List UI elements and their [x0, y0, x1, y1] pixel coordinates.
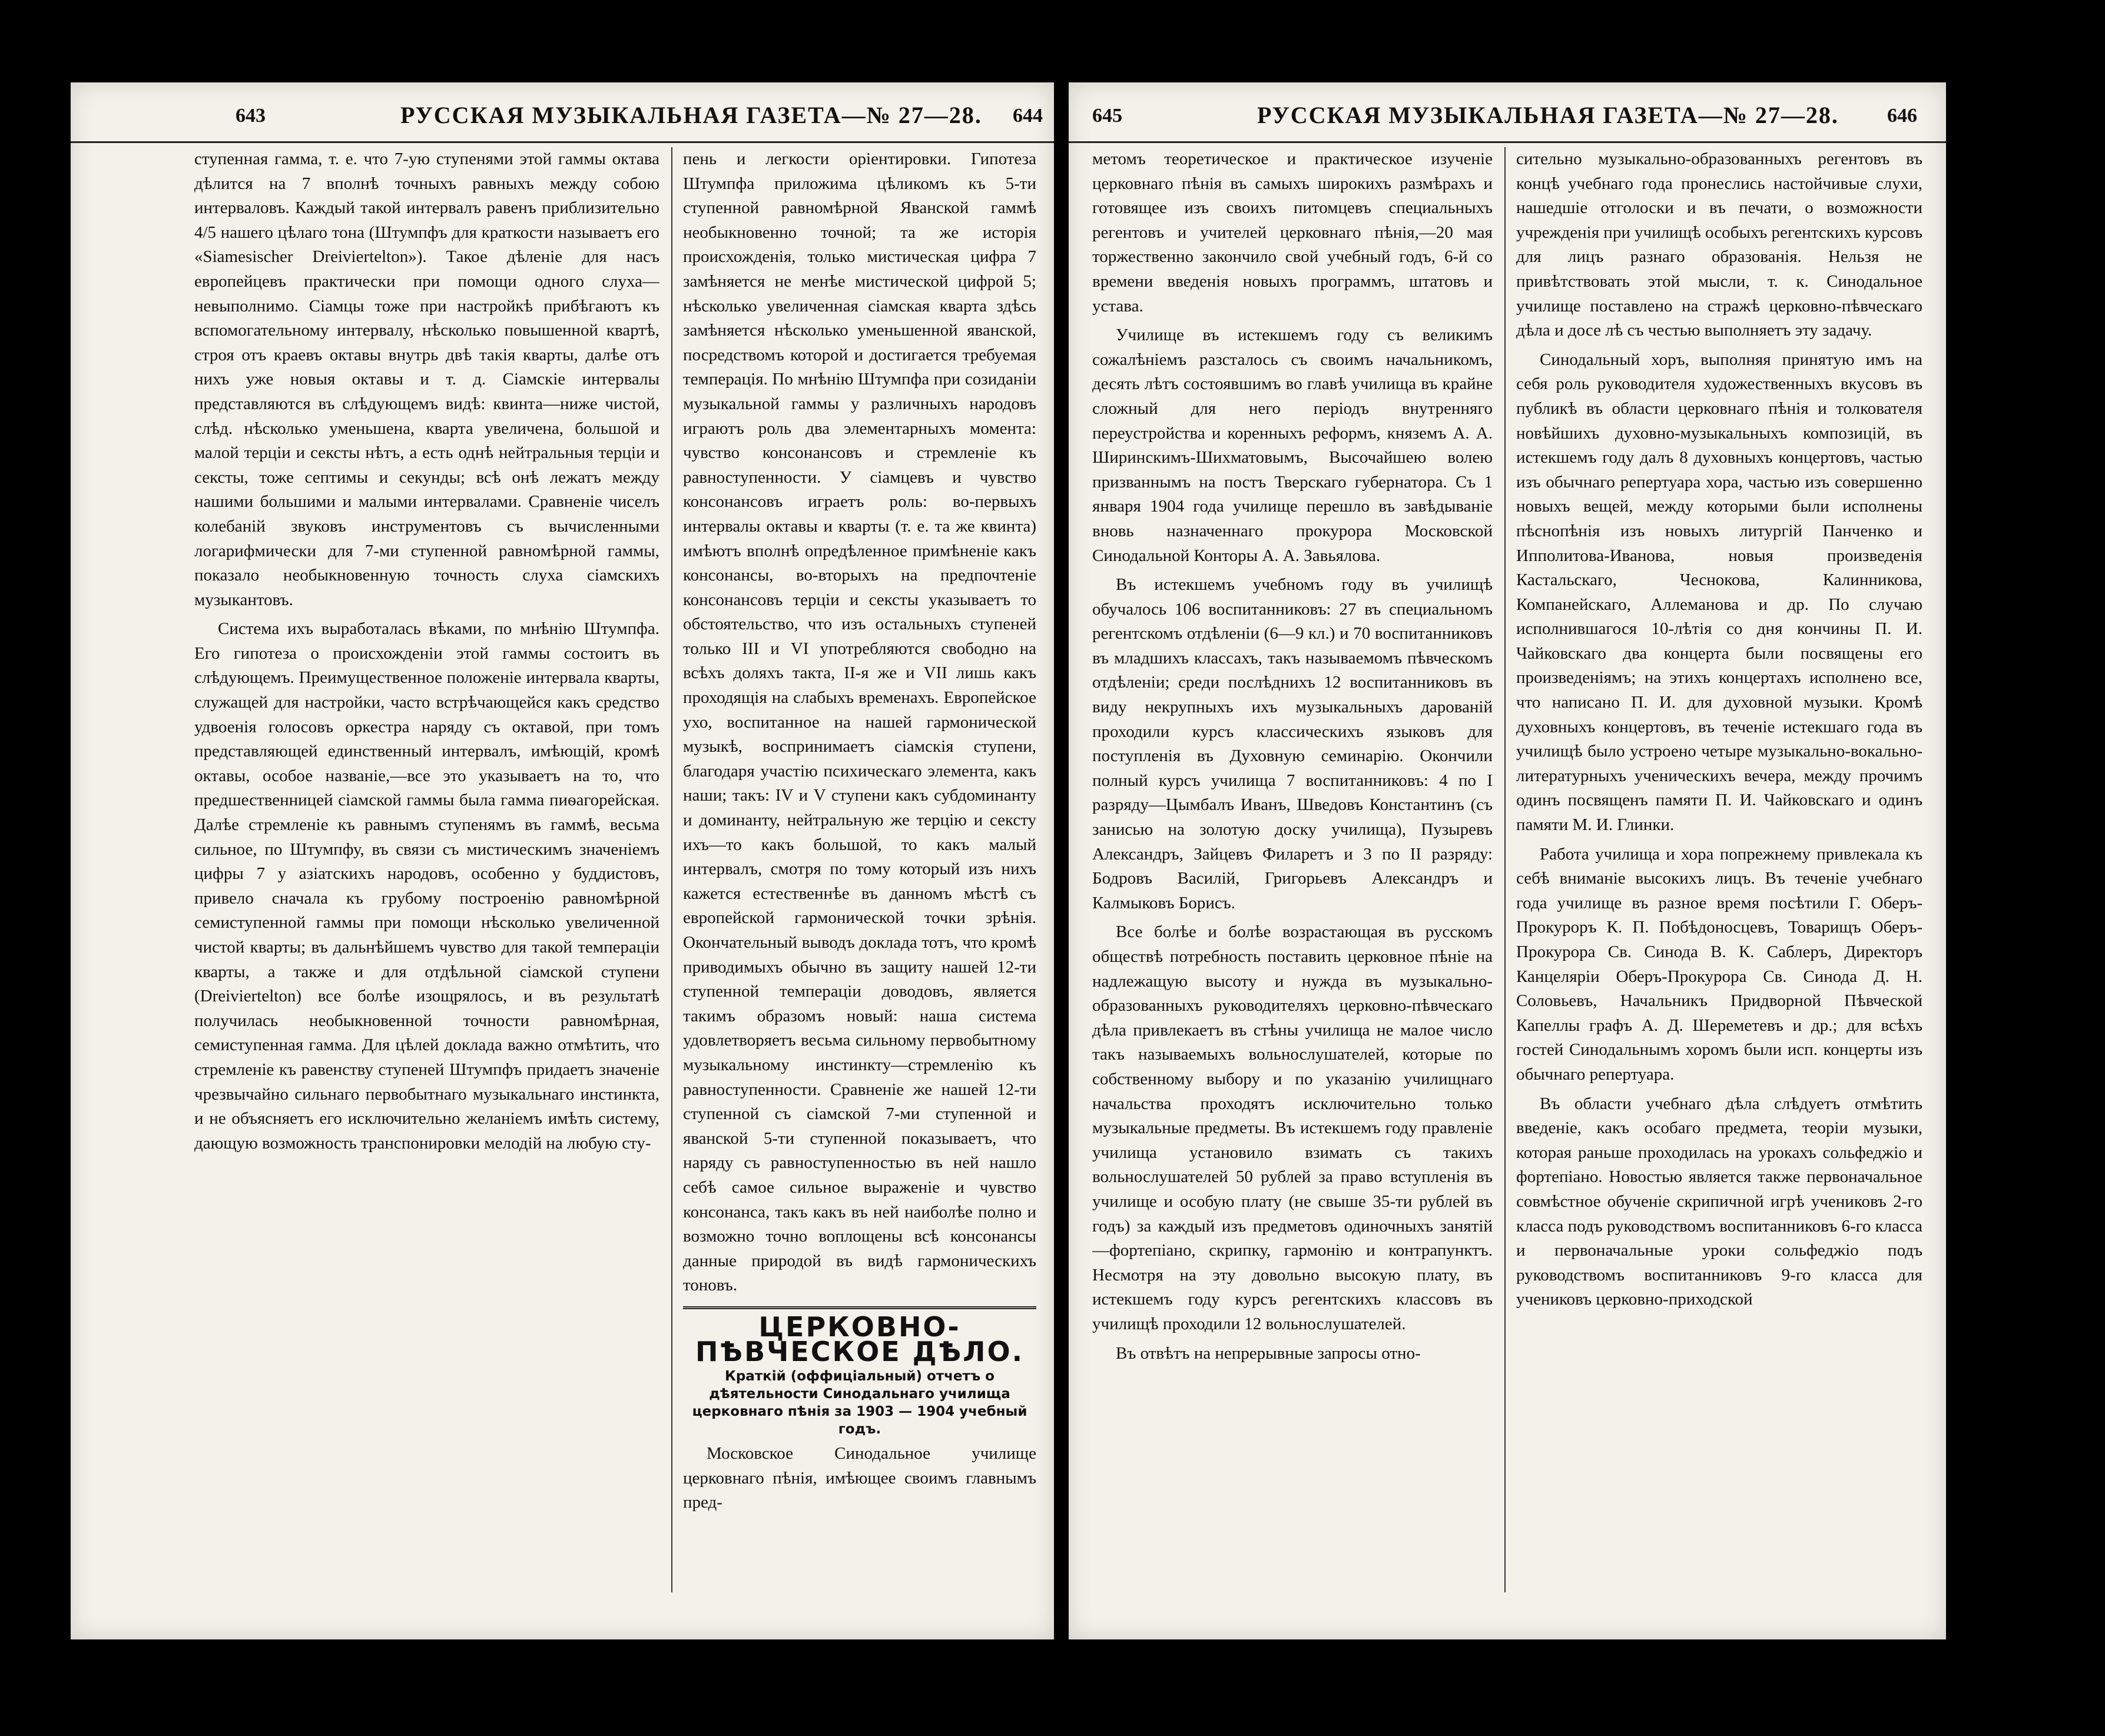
right-page-column-1: [1092, 147, 1493, 1604]
right-page: [1069, 82, 1946, 1639]
paragraph: Синодальный хоръ, выполняя принятую имъ на себя роль руководителя художественныхъ вкусовъ въ публикѣ въ области церковнаго пѣнія и толкователя новѣйшихъ духовно-музыкальныхъ композицій, въ истекшемъ году далъ 8 духовныхъ концертовъ, частью изъ обычнаго репертуара хора, частью изъ совершенно новыхъ вещей, между которыми были исполнены пѣснопѣнія изъ новыхъ литургій Панченко и Ипполитова-Иванова, новыя произведенія Кастальскаго, Чеснокова, Калинникова, Компанейскаго, Аллеманова и др. По случаю исполнившагося 10-лѣтія со дня кончины П. И. Чайковскаго два концерта были посвящены его произведеніямъ; на этихъ концертахъ исполнено все, что написано П. И. для духовной музыки. Кромѣ духовныхъ концертовъ, въ теченіе истекшаго года въ училищѣ было устроено четыре музыкально-вокально-литературныхъ ученическихъ вечера, между прочимъ одинъ посвященъ памяти П. И. Чайковскаго и одинъ памяти М. И. Глинки.: [1516, 350, 1922, 835]
paragraph: Работа училища и хора попрежнему привлекала къ себѣ вниманіе высокихъ лицъ. Въ теченіе учебнаго года училище въ разное время посѣтили Г. Оберъ-Прокуроръ К. П. Побѣдоносцевъ, Товарищъ Оберъ-Прокурора Св. Синода В. К. Саблеръ, Директоръ Канцеляріи Оберъ-Прокурора Св. Синода Д. Н. Соловьевъ, Начальникъ Придворной Пѣвческой Капеллы графъ А. Д. Шереметевъ и др.; для всѣхъ гостей Синодальнымъ хоромъ были исп. концерты изъ обычнаго репертуара.: [1516, 844, 1922, 1084]
paragraph: Въ истекшемъ учебномъ году въ училищѣ обучалось 106 воспитанниковъ: 27 въ специальномъ регентскомъ отдѣленіи (6—9 кл.) и 70 воспитанниковъ въ младшихъ классахъ, такъ называемомъ пѣвческомъ отдѣленіи; среди послѣднихъ 12 воспитанниковъ въ виду некрупныхъ ихъ музыкальныхъ дарованій проходили курсъ классическихъ языковъ для поступленія въ Духовную семинарію. Окончили полный курсъ училища 7 воспитанниковъ: 4 по I разряду—Цымбалъ Иванъ, Шведовъ Константинъ (съ занисью на золотую доску училища), Пузыревъ Александръ, Зайцевъ Филаретъ и 3 по II разряду: Бодровъ Василій, Григорьевъ Александръ и Калмыковъ Борисъ.: [1092, 575, 1493, 912]
page-number-644: 644: [1013, 105, 1043, 127]
paragraph: Московское Синодальное училище церковнаго пѣнія, имѣющее своимъ главнымъ пред-: [683, 1444, 1036, 1512]
right-page-column-2: [1516, 147, 1922, 1604]
right-page-header: [1069, 94, 1946, 143]
section-subheading: Краткій (оффиціальный) отчетъ о дѣятельности Синодальнаго училища церковнаго пѣнія за 1903 — 1904 учебный годъ.: [692, 1369, 1027, 1438]
page-number-646: 646: [1887, 105, 1917, 127]
section-heading: ЦЕРКОВНО-ПѢВЧЕСКОЕ ДѢЛО.: [683, 1306, 1036, 1364]
scan-bottom-border: [0, 1639, 2105, 1736]
left-page-column-2: [683, 147, 1036, 1604]
paragraph: Все болѣе и болѣе возрастающая въ русскомъ обществѣ потребность поставить церковное пѣніе на надлежащую высоту и нужда въ музыкально-образованныхъ руководителяхъ церковно-пѣвческаго дѣла привлекаетъ въ стѣны училища не малое число такъ называемыхъ вольнослушателей, которые по собственному выбору и по указанію училищнаго начальства проходятъ исключительно только музыкальные предметы. Въ истекшемъ году правленіе училища установило взимать съ такихъ вольнослушателей 50 рублей за право вступленія въ училище и особую плату (не свыше 35-ти рублей въ годъ) за каждый изъ предметовъ одиночныхъ занятій—фортепіано, скрипку, гармонію и контрапунктъ. Несмотря на эту довольно высокую плату, въ истекшемъ году курсъ регентскихъ классовъ въ училищѣ проходили 12 вольнослушателей.: [1092, 922, 1493, 1333]
paragraph: сительно музыкально-образованныхъ регентовъ въ концѣ учебнаго года пронеслись настойчивые слухи, нашедшіе отголоски и въ печати, о возможности учрежденія при училищѣ особыхъ регентскихъ курсовъ для лицъ разнаго образованія. Нельзя не привѣтствовать этой мысли, т. к. Синодальное училище поставлено на стражѣ церковно-пѣвческаго дѣла и досе лѣ съ честью выполняетъ эту задачу.: [1516, 150, 1922, 340]
paragraph: пень и легкости оріентировки. Гипотеза Штумпфа приложима цѣликомъ къ 5-ти ступенной равномѣрной Яванской гаммѣ необыкновенно точной; та же исторія происхожденія, только мистическая цифра 7 замѣняется не менѣе мистической цифрой 5; нѣсколько увеличенная сіамская кварта здѣсь замѣняется нѣсколько уменьшенной яванской, посредствомъ которой и достигается требуемая темперація. По мнѣнію Штумпфа при созиданіи музыкальной гаммы у различныхъ народовъ играютъ роль два элементарныхъ момента: чувство консонансовъ и стремленіе къ равноступенности. У сіамцевъ и чувство консонансовъ играетъ роль: во-первыхъ интервалы октавы и кварты (т. е. та же квинта) имѣютъ вполнѣ опредѣленное примѣненіе какъ консонансы, во-вторыхъ на предпочтеніе консонансовъ терціи и сексты указываетъ то обстоятельство, что изъ остальныхъ ступеней только III и VI употребляются свободно на всѣхъ доляхъ такта, II-я же и VII лишь какъ проходящія на слабыхъ временахъ. Европейское ухо, воспитанное на нашей гармонической музыкѣ, воспринимаетъ сіамскія ступени, благодаря участію психическаго элемента, какъ наши; такъ: IV и V ступени какъ субдоминанту и доминанту, нейтральную же терцію и сексту ихъ—то какъ большой, то какъ малый интервалъ, смотря по тому который изъ нихъ кажется естественнѣе въ данномъ мѣстѣ съ европейской гармонической точки зрѣнія. Окончательный выводъ доклада тотъ, что кромѣ приводимыхъ обычно въ защиту нашей 12-ти ступенной темпераціи доводовъ, является такимъ образомъ новый: наша система удовлетворяетъ весьма сильному первобытному музыкальному инстинкту—стремленію къ равноступенности. Сравненіе же нашей 12-ти ступенной съ сіамской 7-ми ступенной и яванской 5-ти ступенной показываетъ, что наряду съ равноступенностью въ ней нашло себѣ самое сильное выраженіе и чувство консонанса, такъ какъ въ ней наиболѣе полно и возможно точно воплощены всѣ консонансы данные природой въ видѣ гармоническихъ тоновъ.: [683, 150, 1036, 1295]
newspaper-title: РУССКАЯ МУЗЫКАЛЬНАЯ ГАЗЕТА—№ 27—28.: [400, 102, 982, 128]
column-divider: [1504, 147, 1506, 1592]
paragraph: ступенная гамма, т. е. что 7-ую ступенями этой гаммы октава дѣлится на 7 вполнѣ точныхъ равныхъ между собою интерваловъ. Каждый такой интервалъ равенъ приблизительно 4/5 нашего цѣлаго тона (Штумпфъ для краткости называетъ его «Siamesischer Dreiviertelton»). Такое дѣленіе для насъ европейцевъ практически при помощи одного слуха—невыполнимо. Сіамцы тоже при настройкѣ прибѣгаютъ къ вспомогательному интервалу, нѣсколько повышенной квартѣ, строя отъ краевъ октавы внутрь двѣ такія кварты, далѣе отъ нихъ уже новыя октавы и т. д. Сіамскіе интервалы представляются въ слѣдующемъ видѣ: квинта—ниже чистой, слѣд. нѣсколько уменьшена, кварта увеличена, большой и малой терціи и сексты нѣтъ, а есть однѣ нейтральныя терціи и сексты, тоже септимы и секунды; всѣ онѣ лежатъ между нашими большими и малыми интервалами. Сравненіе чиселъ колебаній звуковъ инструментовъ съ вычисленными логарифмически для 7-ми ступенной равномѣрной гаммы, показало необыкновенную точность слуха сіамскихъ музыкантовъ.: [194, 150, 659, 609]
page-number-643: 643: [236, 105, 266, 127]
left-page-column-1: [194, 147, 659, 1604]
left-page: [71, 82, 1054, 1639]
page-number-645: 645: [1092, 105, 1122, 127]
paragraph: Училище въ истекшемъ году съ великимъ сожалѣніемъ разсталось съ своимъ начальникомъ, десять лѣтъ состоявшимъ во главѣ училища въ крайне сложный для него періодъ внутренняго переустройства и коренныхъ реформъ, княземъ А. А. Ширинскимъ-Шихматовымъ, Высочайшею волею призваннымъ на постъ Тверскаго губернатора. Съ 1 января 1904 года училище перешло въ завѣдываніе вновь назначеннаго прокурора Московской Синодальной Конторы А. А. Завьялова.: [1092, 326, 1493, 565]
paragraph: Въ области учебнаго дѣла слѣдуетъ отмѣтить введеніе, какъ особаго предмета, теоріи музыки, которая раньше проходилась на урокахъ сольфеджіо и фортепіано. Новостью является также первоначальное совмѣстное обученіе скрипичной игрѣ учениковъ 2-го класса подъ руководствомъ воспитанниковъ 6-го класса и первоначальные уроки сольфеджіо подъ руководствомъ воспитанниковъ 9-го класса для учениковъ церковно-приходской: [1516, 1094, 1922, 1309]
paragraph: Система ихъ выработалась вѣками, по мнѣнію Штумпфа. Его гипотеза о происхожденіи этой гаммы состоитъ въ слѣдующемъ. Преимущественное положеніе интервала кварты, служащей для настройки, часто встрѣчающейся какъ средство удвоенія голосовъ оркестра наряду съ октавой, при томъ представляющей единственный интервалъ, имѣющій, кромѣ октавы, особое названіе,—все это указываетъ на то, что предшественницей сіамской гаммы была гамма пиѳагорейская. Далѣе стремленіе къ равнымъ ступенямъ въ гаммѣ, весьма сильное, по Штумпфу, въ связи съ мистическимъ значеніемъ цифры 7 у азіатскихъ народовъ, особенно у буддистовъ, привело сначала къ грубому построенію равномѣрной семиступенной гаммы при помощи нѣсколько увеличенной чистой кварты; въ дальнѣйшемъ чувство для такой темпераціи кварты, а также и для отдѣльной сіамской ступени (Dreiviertelton) все болѣе изощрялось, и въ результатѣ получилась необыкновенной точности равномѣрная, семиступенная гамма. Для цѣлей доклада важно отмѣтить, что стремленіе къ равенству ступеней Штумпфъ придаетъ значеніе чрезвычайно сильнаго первобытнаго музыкальнаго инстинкта, и не объясняетъ его исключительно желаніемъ имѣть систему, дающую возможность транспонировки мелодій на любую сту-: [194, 619, 659, 1153]
left-page-header: [71, 94, 1054, 143]
book-gutter: [1054, 77, 1069, 1645]
scan-top-border: [0, 0, 2105, 82]
paragraph: метомъ теоретическое и практическое изученіе церковнаго пѣнія въ самыхъ широкихъ размѣрахъ и готовящее изъ своихъ питомцевъ специальныхъ регентовъ и учителей церковнаго пѣнія,—20 мая торжественно закончило свой учебный годъ, 6-й со времени введенія новыхъ программъ, штатовъ и устава.: [1092, 150, 1493, 316]
paragraph: Въ отвѣтъ на непрерывные запросы отно-: [1116, 1343, 1421, 1363]
column-divider: [671, 147, 672, 1592]
newspaper-title: РУССКАЯ МУЗЫКАЛЬНАЯ ГАЗЕТА—№ 27—28.: [1257, 102, 1839, 128]
